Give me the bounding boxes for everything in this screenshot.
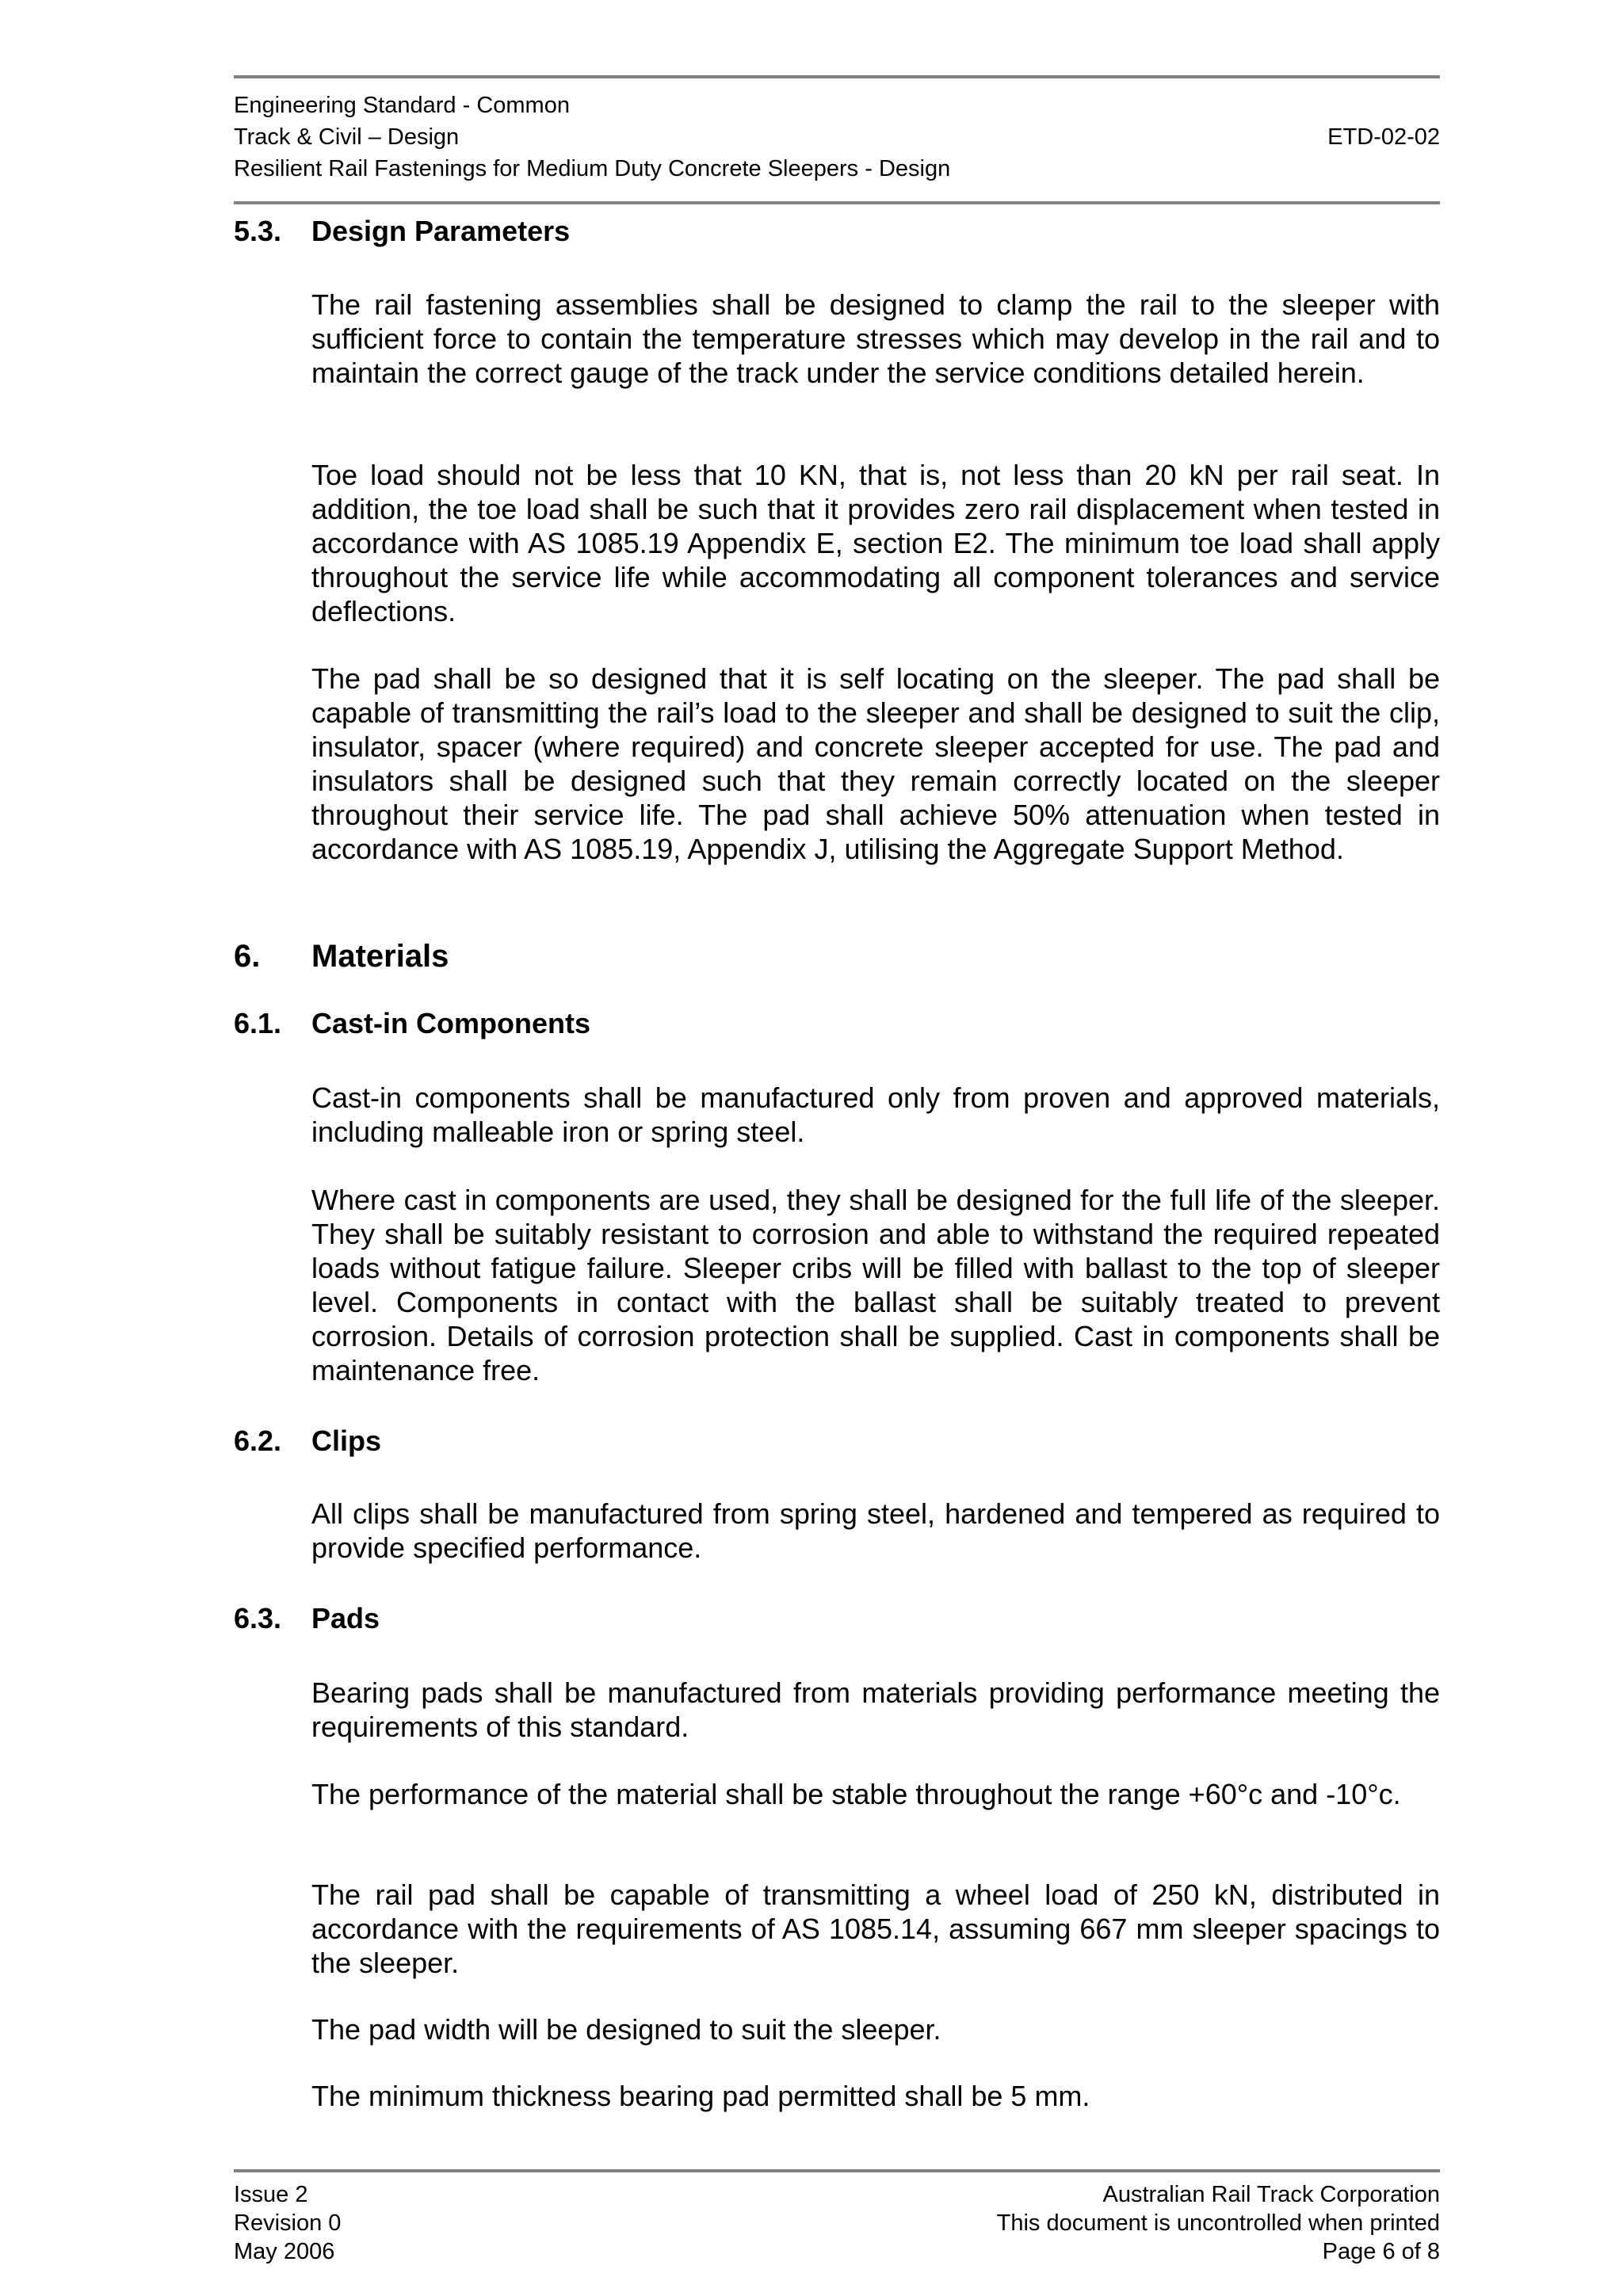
paragraph-6-3-5: The minimum thickness bearing pad permitted shall be 5 mm. xyxy=(311,2080,1090,2112)
footer-organisation: Australian Rail Track Corporation xyxy=(1102,2182,1440,2207)
heading-5-3 xyxy=(234,214,570,249)
footer-page-number: Page 6 of 8 xyxy=(1322,2239,1440,2264)
footer-issue: Issue 2 xyxy=(234,2182,308,2207)
heading-6 xyxy=(234,937,449,975)
header-discipline: Track & Civil – Design xyxy=(234,124,460,150)
heading-title: Cast-in Components xyxy=(311,1007,591,1039)
footer-uncontrolled-notice: This document is uncontrolled when printed xyxy=(996,2210,1440,2236)
heading-6-2 xyxy=(234,1424,381,1459)
heading-title: Materials xyxy=(311,939,449,974)
header-top-rule xyxy=(234,75,1440,78)
paragraph-6-3-2: The performance of the material shall be stable throughout the range +60°c and -10°c. xyxy=(311,1778,1401,1810)
paragraph-6-1-2: Where cast in components are used, they shall be designed for the full life of the sleeper. They shall be suitably resistant to corrosion and able to withstand the required repeated loads without fatigue failure. Sleeper cribs will be filled with ballast to the top of sleeper level. Components in contact with the ballast shall be suitably treated to prevent corrosion. Details of corrosion protection shall be supplied. Cast in components shall be maintenance free. xyxy=(311,1184,1440,1386)
header-doc-title: Resilient Rail Fastenings for Medium Duty Concrete Sleepers - Design xyxy=(234,156,951,181)
heading-6-3 xyxy=(234,1601,380,1636)
header-doc-code: ETD-02-02 xyxy=(1327,124,1440,150)
heading-title: Pads xyxy=(311,1602,380,1634)
paragraph-6-1-1: Cast-in components shall be manufactured only from proven and approved materials, including malleable iron or spring steel. xyxy=(311,1081,1440,1148)
heading-number: 6. xyxy=(234,939,261,974)
heading-6-1 xyxy=(234,1006,590,1041)
paragraph-5-3-1: The rail fastening assemblies shall be designed to clamp the rail to the sleeper with sufficient force to contain the temperature stresses which may develop in the rail and to maintain the correct gauge of the track under the service conditions detailed herein. xyxy=(311,288,1440,389)
footer-rule xyxy=(234,2169,1440,2172)
paragraph-6-2-1: All clips shall be manufactured from spring steel, hardened and tempered as required to provide specified performance. xyxy=(311,1497,1440,1564)
footer-date: May 2006 xyxy=(234,2239,335,2264)
heading-title: Design Parameters xyxy=(311,215,571,247)
heading-number: 6.1. xyxy=(234,1007,282,1039)
footer-revision: Revision 0 xyxy=(234,2210,342,2236)
heading-number: 5.3. xyxy=(234,215,282,247)
heading-number: 6.3. xyxy=(234,1602,282,1634)
paragraph-6-3-3: The rail pad shall be capable of transmitting a wheel load of 250 kN, distributed in accordance with the requirements of AS 1085.14, assuming 667 mm sleeper spacings to the sleeper. xyxy=(311,1878,1440,1979)
header-standard-type: Engineering Standard - Common xyxy=(234,93,570,118)
paragraph-5-3-3: The pad shall be so designed that it is self locating on the sleeper. The pad shall be capable of transmitting the rail’s load to the sleeper and shall be designed to suit the clip, insulator, spacer (where required) and concrete sleeper accepted for use. The pad and insulators shall be designed such that they remain correctly located on the sleeper throughout their service life. The pad shall achieve 50% attenuation when tested in accordance with AS 1085.19, Appendix J, utilising the Aggregate Support Method. xyxy=(311,662,1440,865)
heading-title: Clips xyxy=(311,1425,382,1457)
heading-number: 6.2. xyxy=(234,1425,282,1457)
header-bottom-rule xyxy=(234,201,1440,204)
paragraph-6-3-4: The pad width will be designed to suit the sleeper. xyxy=(311,2013,941,2046)
paragraph-5-3-2: Toe load should not be less that 10 KN, that is, not less than 20 kN per rail seat. In addition, the toe load shall be such that it provides zero rail displacement when tested in accordance with AS 1085.19 Appendix E, section E2. The minimum toe load shall apply throughout the service life while accommodating all component tolerances and service deflections. xyxy=(311,459,1440,627)
paragraph-6-3-1: Bearing pads shall be manufactured from materials providing performance meeting the requirements of this standard. xyxy=(311,1676,1440,1743)
